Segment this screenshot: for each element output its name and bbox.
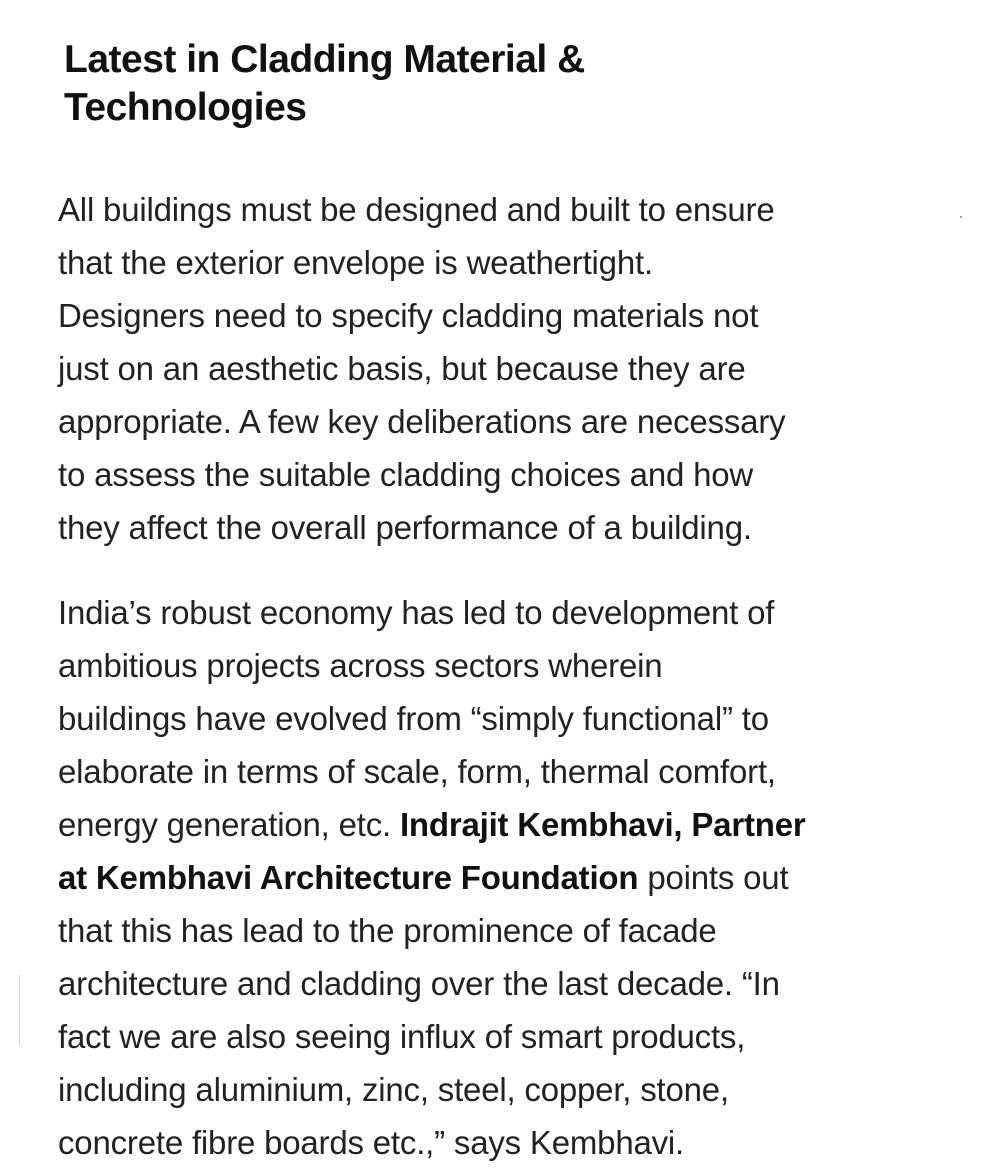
body-line: architecture and cladding over the last decade. “In	[58, 965, 780, 1002]
intro-paragraph	[58, 183, 958, 554]
heading-line-2: Technologies	[64, 86, 307, 129]
quoted-person-name: Indrajit Kembhavi, Partner	[399, 806, 806, 843]
body-line	[58, 798, 958, 851]
article-heading	[64, 36, 844, 132]
intro-line: All buildings must be designed and built to ensure	[58, 191, 775, 228]
scan-dust-mark	[960, 216, 962, 218]
body-line: buildings have evolved from “simply functional” to	[58, 700, 769, 737]
intro-line: that the exterior envelope is weathertight.	[58, 244, 653, 281]
scan-edge-mark	[19, 975, 20, 1045]
body-line: ambitious projects across sectors wherein	[58, 647, 663, 684]
body-text-fragment: energy generation, etc.	[58, 806, 400, 843]
intro-line: they affect the overall performance of a building.	[58, 509, 752, 546]
body-line: India’s robust economy has led to development of	[58, 594, 775, 631]
intro-line: appropriate. A few key deliberations are necessary	[58, 403, 786, 440]
intro-line: Designers need to specify cladding materials not	[58, 297, 759, 334]
intro-line: to assess the suitable cladding choices and how	[58, 456, 754, 493]
body-line: fact we are also seeing influx of smart products,	[58, 1018, 746, 1055]
heading-line-1: Latest in Cladding Material &	[64, 38, 585, 81]
body-line: elaborate in terms of scale, form, thermal comfort,	[58, 753, 776, 790]
body-paragraph	[58, 586, 958, 1169]
body-line	[58, 851, 958, 904]
body-line: that this has lead to the prominence of facade	[58, 912, 717, 949]
quoted-person-organization: at Kembhavi Architecture Foundation	[58, 859, 639, 896]
body-line: including aluminium, zinc, steel, copper, stone,	[58, 1071, 729, 1108]
body-line: concrete fibre boards etc.,” says Kembhavi.	[58, 1124, 685, 1161]
intro-line: just on an aesthetic basis, but because they are	[58, 350, 746, 387]
body-text-fragment: points out	[638, 859, 789, 896]
